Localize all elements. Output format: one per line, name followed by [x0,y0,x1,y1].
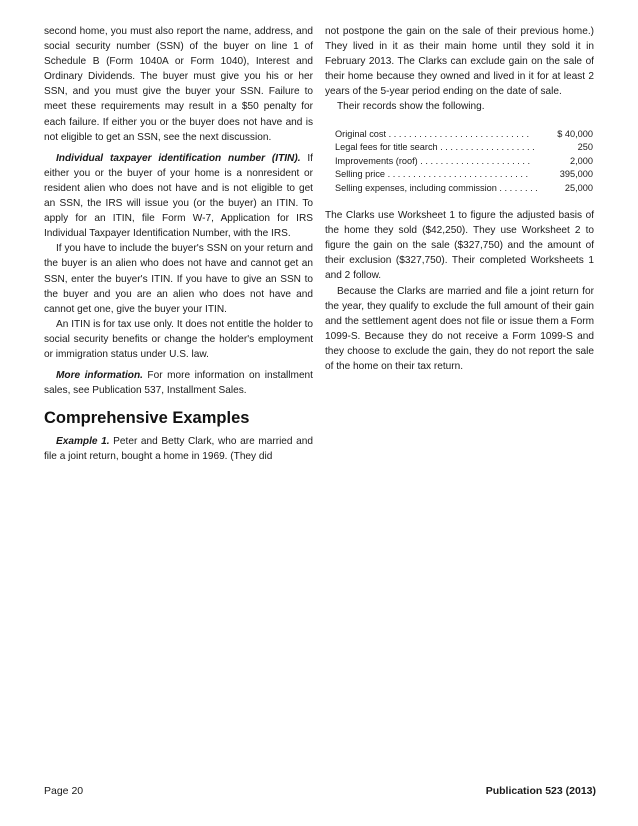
record-label: Improvements (roof) . . . . . . . . . . . . . . . . . . . . . . [335,155,531,166]
record-label: Original cost . . . . . . . . . . . . . . . . . . . . . . . . . . . . [335,128,530,139]
paragraph-example-1 [44,434,313,464]
paragraph-worksheets: The Clarks use Worksheet 1 to figure the adjusted basis of the home they sold ($42,250). They use Worksheet 2 to figure the gain on the sale ($327,750) and the amount of their exclusion ($327,750). Their completed Worksheets 1 and 2 follow. [325,210,594,282]
table-row [335,168,593,182]
record-amount: $ 40,000 [557,128,593,139]
example-text: Peter and Betty Clark, who are married and file a joint return, bought a home in 1969. (They did [44,436,313,463]
record-amount: 395,000 [559,169,593,180]
itin-heading: Individual taxpayer identification number (ITIN). [56,152,301,164]
example-heading: Example 1. [56,436,110,448]
table-row [335,141,593,155]
paragraph-buyer-itin: If you have to include the buyer's SSN on your return and the buyer is an alien who does not have and cannot get an SSN, enter the buyer's ITIN. If you have to give an SSN to the buyer and you are an alien who does not have and cannot get one, give the buyer your ITIN. [44,243,313,315]
paragraph-records-intro: Their records show the following. [337,101,485,113]
record-amount: 250 [577,142,593,153]
record-label: Legal fees for title search . . . . . . . . . . . . . . . . . . . [335,142,535,153]
paragraph-itin [44,151,313,242]
paragraph-itin-use: An ITIN is for tax use only. It does not entitle the holder to social security benefits or change the holder's employment or immigration status under U.S. law. [44,318,313,360]
paragraph-more-info [44,368,313,398]
left-column [44,24,313,464]
more-info-heading: More information. [56,370,143,382]
table-row [335,128,593,142]
record-amount: 25,000 [564,182,593,193]
right-column [325,24,594,374]
paragraph-exclusion: Because the Clarks are married and file a joint return for the year, they qualify to exclude the full amount of their gain and the settlement agent does not file or issue them a Form 1099-S. Because they do not receive a Form 1099-S and they choose to exclude the gain, they do not report the sale of the home on their tax return. [325,285,594,372]
record-label: Selling price . . . . . . . . . . . . . . . . . . . . . . . . . . . . [335,169,528,180]
record-label: Selling expenses, including commission . . . . . . . . [335,182,538,193]
records-table [335,128,593,196]
table-row [335,155,593,169]
paragraph-clarks-intro: not postpone the gain on the sale of their previous home.) They lived in it as their main home until they sold it in February 2013. The Clarks can exclude gain on the sale of their home because they owned and lived in it for at least 2 years of the 5-year period ending on the date of sale. [325,26,594,98]
table-row [335,182,593,196]
publication-title: Publication 523 (2013) [485,785,596,797]
paragraph-buyer-ssn: second home, you must also report the name, address, and social security number (SSN) of the buyer on line 1 of Schedule B (Form 1040A or Form 1040), Interest and Ordinary Dividends. The buyer must give you his or her SSN, and you must give the buyer your SSN. Failure to meet these requirements may result in a $50 penalty for each failure. If either you or the buyer does not have and is not eligible to get an SSN, see the next discussion. [44,26,313,143]
more-info-text: For more information on installment sales, see Publication 537, Installment Sales. [44,370,313,397]
page-number: Page 20 [44,785,84,797]
itin-text: If either you or the buyer of your home is a nonresident or resident alien who does not have and is not eligible to get an SSN, the IRS will issue you (or the buyer) an ITIN. To apply for an ITIN, file Form W-7, Application for IRS Individual Taxpayer Identification Number, with the IRS. [44,152,313,240]
section-title: Comprehensive Examples [44,409,250,428]
record-amount: 2,000 [570,155,593,166]
